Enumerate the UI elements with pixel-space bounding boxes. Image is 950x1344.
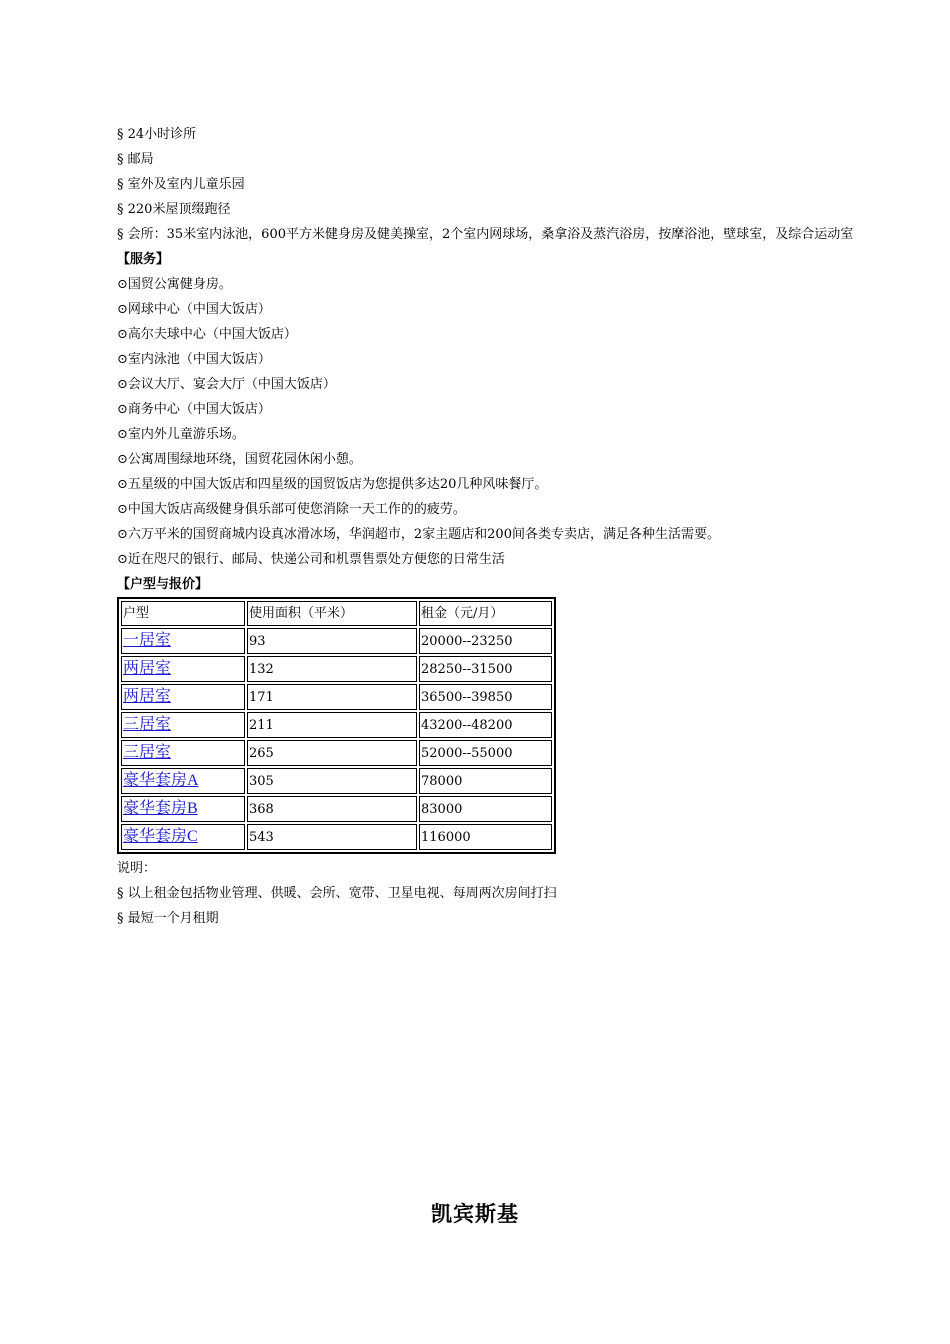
note-item: § 以上租金包括物业管理、供暖、会所、宽带、卫星电视、每周两次房间打扫 [117,886,557,901]
pricing-table [117,597,556,854]
table-row [121,768,552,794]
service-item: ⊙六万平米的国贸商城内设真冰滑冰场，华润超市，2家主题店和200间各类专卖店，满足各种生活需要。 [117,527,720,542]
notes-section [117,856,857,931]
table-row [121,740,552,766]
service-item: ⊙中国大饭店高级健身俱乐部可使您消除一天工作的的疲劳。 [117,502,466,517]
unit-type-link[interactable]: 两居室 [123,688,172,705]
rent-cell: 78000 [419,768,552,794]
service-item: ⊙国贸公寓健身房。 [117,277,232,292]
rent-cell: 83000 [419,796,552,822]
service-item: ⊙室内泳池（中国大饭店） [117,352,271,367]
service-item: ⊙高尔夫球中心（中国大饭店） [117,327,297,342]
facility-item: § 室外及室内儿童乐园 [117,177,245,192]
service-item: ⊙商务中心（中国大饭店） [117,402,271,417]
facility-item: § 邮局 [117,152,154,167]
table-row [121,684,552,710]
area-cell: 132 [247,656,417,682]
next-section-title: 凯宾斯基 [431,1202,519,1226]
table-row [121,628,552,654]
area-cell: 171 [247,684,417,710]
pricing-heading: 【户型与报价】 [117,577,209,592]
unit-type-link[interactable]: 三居室 [123,716,172,733]
unit-type-cell [121,628,245,654]
unit-type-cell [121,656,245,682]
table-row [121,824,552,850]
unit-type-link[interactable]: 两居室 [123,660,172,677]
facilities-list [117,122,857,247]
document-body [117,122,857,931]
services-heading: 【服务】 [117,252,170,267]
area-cell: 211 [247,712,417,738]
unit-type-cell [121,768,245,794]
rent-cell: 20000--23250 [419,628,552,654]
unit-type-cell [121,684,245,710]
service-item: ⊙室内外儿童游乐场。 [117,427,245,442]
unit-type-cell [121,712,245,738]
area-cell: 543 [247,824,417,850]
table-row [121,656,552,682]
services-list [117,272,857,572]
area-cell: 93 [247,628,417,654]
notes-label: 说明： [117,861,157,876]
rent-cell: 43200--48200 [419,712,552,738]
column-header-area: 使用面积（平米） [247,601,417,626]
column-header-type: 户型 [121,601,245,626]
table-header-row [121,601,552,626]
table-row [121,712,552,738]
unit-type-link[interactable]: 豪华套房C [123,828,198,845]
service-item: ⊙五星级的中国大饭店和四星级的国贸饭店为您提供多达20几种风味餐厅。 [117,477,548,492]
facility-item-clubhouse: § 会所：35米室内泳池，600平方米健身房及健美操室，2个室内网球场，桑拿浴及蒸汽浴房，按摩浴池，壁球室，及综合运动室 [117,227,854,242]
service-item: ⊙公寓周围绿地环绕，国贸花园休闲小憩。 [117,452,362,467]
rent-cell: 28250--31500 [419,656,552,682]
service-item: ⊙近在咫尺的银行、邮局、快递公司和机票售票处方便您的日常生活 [117,552,505,567]
unit-type-link[interactable]: 豪华套房B [123,800,198,817]
facility-item: § 220米屋顶缀跑径 [117,202,231,217]
unit-type-cell [121,740,245,766]
facility-item: § 24小时诊所 [117,127,197,142]
column-header-rent: 租金（元/月） [419,601,552,626]
note-item: § 最短一个月租期 [117,911,219,926]
table-row [121,796,552,822]
unit-type-cell [121,824,245,850]
rent-cell: 52000--55000 [419,740,552,766]
service-item: ⊙网球中心（中国大饭店） [117,302,271,317]
area-cell: 368 [247,796,417,822]
unit-type-cell [121,796,245,822]
rent-cell: 36500--39850 [419,684,552,710]
rent-cell: 116000 [419,824,552,850]
area-cell: 265 [247,740,417,766]
unit-type-link[interactable]: 豪华套房A [123,772,199,789]
area-cell: 305 [247,768,417,794]
unit-type-link[interactable]: 一居室 [123,632,172,649]
service-item: ⊙会议大厅、宴会大厅（中国大饭店） [117,377,336,392]
unit-type-link[interactable]: 三居室 [123,744,172,761]
